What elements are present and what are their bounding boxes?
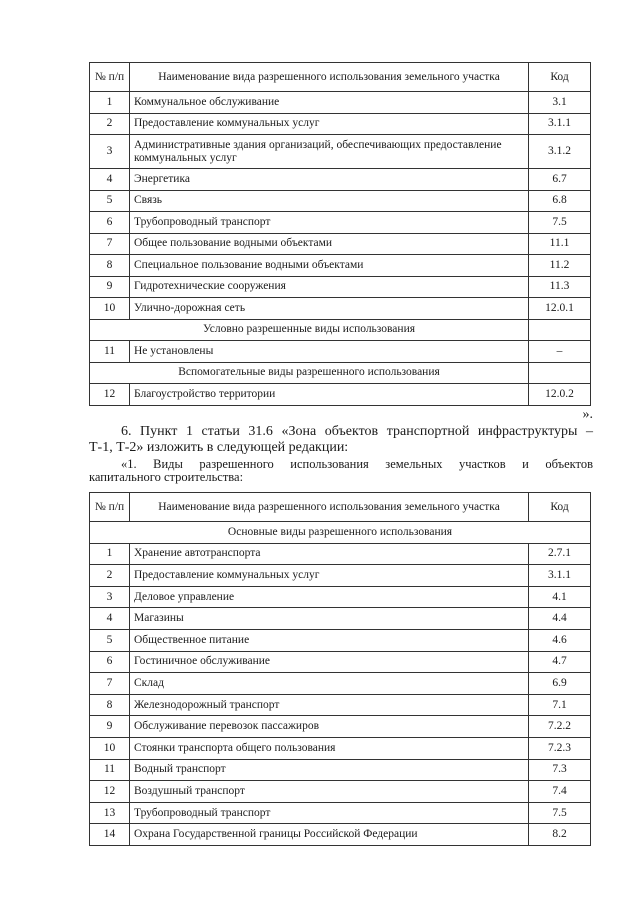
row-code: 4.7	[529, 651, 591, 673]
row-name: Благоустройство территории	[130, 384, 529, 406]
row-code: 4.6	[529, 629, 591, 651]
row-name: Водный транспорт	[130, 759, 529, 781]
row-code: 11.2	[529, 255, 591, 277]
section-heading: Условно разрешенные виды использования	[90, 319, 529, 341]
row-name: Охрана Государственной границы Российской Федерации	[130, 824, 529, 846]
row-code: 3.1.1	[529, 113, 591, 135]
row-code: 6.9	[529, 673, 591, 695]
row-name: Трубопроводный транспорт	[130, 212, 529, 234]
row-code: 3.1	[529, 92, 591, 114]
paragraph-line-1: 6. Пункт 1 статьи 31.6 «Зона объектов транспортной инфраструктуры –	[121, 424, 593, 439]
land-use-table-2	[89, 492, 591, 846]
row-number: 4	[90, 169, 130, 191]
table-row	[90, 694, 591, 716]
row-number: 1	[90, 92, 130, 114]
table-row	[90, 716, 591, 738]
row-name: Воздушный транспорт	[130, 781, 529, 803]
row-number: 4	[90, 608, 130, 630]
row-number: 1	[90, 543, 130, 565]
row-code: 12.0.1	[529, 298, 591, 320]
row-code: 7.5	[529, 212, 591, 234]
header-num: № п/п	[90, 493, 130, 522]
closing-quote: ».	[582, 407, 593, 422]
row-name: Улично-дорожная сеть	[130, 298, 529, 320]
header-name: Наименование вида разрешенного использования земельного участка	[130, 493, 529, 522]
row-name: Не установлены	[130, 341, 529, 363]
row-name: Хранение автотранспорта	[130, 543, 529, 565]
table-row	[90, 565, 591, 587]
row-name: Административные здания организаций, обеспечивающих предоставление коммунальных услуг	[130, 135, 529, 169]
row-name: Склад	[130, 673, 529, 695]
row-number: 2	[90, 565, 130, 587]
header-code: Код	[529, 493, 591, 522]
row-code: 3.1.2	[529, 135, 591, 169]
row-name: Специальное пользование водными объектами	[130, 255, 529, 277]
table-row	[90, 673, 591, 695]
table-row	[90, 92, 591, 114]
subtitle-line-2: капитального строительства:	[89, 470, 244, 484]
row-name: Энергетика	[130, 169, 529, 191]
row-number: 2	[90, 113, 130, 135]
table-row	[90, 135, 591, 169]
row-number: 12	[90, 781, 130, 803]
row-code: 4.4	[529, 608, 591, 630]
row-code: 7.3	[529, 759, 591, 781]
table-row	[90, 113, 591, 135]
row-name: Гостиничное обслуживание	[130, 651, 529, 673]
row-number: 9	[90, 276, 130, 298]
row-name: Общее пользование водными объектами	[130, 233, 529, 255]
row-code: 6.8	[529, 190, 591, 212]
land-use-table-1	[89, 62, 591, 406]
table-row	[90, 298, 591, 320]
row-name: Деловое управление	[130, 586, 529, 608]
table-row	[90, 543, 591, 565]
row-code: 7.1	[529, 694, 591, 716]
row-name: Предоставление коммунальных услуг	[130, 565, 529, 587]
row-name: Стоянки транспорта общего пользования	[130, 737, 529, 759]
section-row	[90, 522, 591, 544]
row-code: 11.3	[529, 276, 591, 298]
row-number: 8	[90, 255, 130, 277]
row-number: 10	[90, 737, 130, 759]
empty-cell	[529, 362, 591, 384]
row-code: –	[529, 341, 591, 363]
row-number: 13	[90, 802, 130, 824]
table-row	[90, 384, 591, 406]
row-number: 12	[90, 384, 130, 406]
section-heading: Основные виды разрешенного использования	[90, 522, 591, 544]
row-number: 6	[90, 212, 130, 234]
table-row	[90, 169, 591, 191]
table-row	[90, 190, 591, 212]
row-number: 11	[90, 759, 130, 781]
row-name: Гидротехнические сооружения	[130, 276, 529, 298]
row-code: 7.2.3	[529, 737, 591, 759]
table-row	[90, 586, 591, 608]
table-row	[90, 781, 591, 803]
header-num: № п/п	[90, 63, 130, 92]
row-number: 5	[90, 190, 130, 212]
table-row	[90, 802, 591, 824]
row-code: 11.1	[529, 233, 591, 255]
table-row	[90, 255, 591, 277]
table-row	[90, 212, 591, 234]
table-row	[90, 233, 591, 255]
subtitle-line-1: «1. Виды разрешенного использования земельных участков и объектов	[121, 457, 593, 471]
paragraph-line-2: Т-1, Т-2» изложить в следующей редакции:	[89, 440, 349, 455]
row-number: 3	[90, 586, 130, 608]
table-row	[90, 737, 591, 759]
header-name: Наименование вида разрешенного использования земельного участка	[130, 63, 529, 92]
section-heading: Вспомогательные виды разрешенного использования	[90, 362, 529, 384]
row-name: Магазины	[130, 608, 529, 630]
row-code: 2.7.1	[529, 543, 591, 565]
table-row	[90, 824, 591, 846]
row-name: Обслуживание перевозок пассажиров	[130, 716, 529, 738]
row-number: 7	[90, 233, 130, 255]
section-row	[90, 362, 591, 384]
empty-cell	[529, 319, 591, 341]
row-number: 10	[90, 298, 130, 320]
table-row	[90, 276, 591, 298]
row-name: Трубопроводный транспорт	[130, 802, 529, 824]
table-row	[90, 629, 591, 651]
row-name: Связь	[130, 190, 529, 212]
table-row	[90, 608, 591, 630]
table-row	[90, 759, 591, 781]
row-name: Железнодорожный транспорт	[130, 694, 529, 716]
row-number: 7	[90, 673, 130, 695]
row-number: 11	[90, 341, 130, 363]
table-row	[90, 651, 591, 673]
table-row	[90, 341, 591, 363]
row-code: 7.2.2	[529, 716, 591, 738]
row-number: 5	[90, 629, 130, 651]
row-number: 6	[90, 651, 130, 673]
row-number: 3	[90, 135, 130, 169]
row-name: Предоставление коммунальных услуг	[130, 113, 529, 135]
row-code: 7.5	[529, 802, 591, 824]
header-code: Код	[529, 63, 591, 92]
row-number: 9	[90, 716, 130, 738]
row-number: 14	[90, 824, 130, 846]
row-name: Коммунальное обслуживание	[130, 92, 529, 114]
row-code: 6.7	[529, 169, 591, 191]
section-row	[90, 319, 591, 341]
row-code: 12.0.2	[529, 384, 591, 406]
row-code: 7.4	[529, 781, 591, 803]
row-number: 8	[90, 694, 130, 716]
row-code: 4.1	[529, 586, 591, 608]
row-code: 3.1.1	[529, 565, 591, 587]
row-name: Общественное питание	[130, 629, 529, 651]
row-code: 8.2	[529, 824, 591, 846]
